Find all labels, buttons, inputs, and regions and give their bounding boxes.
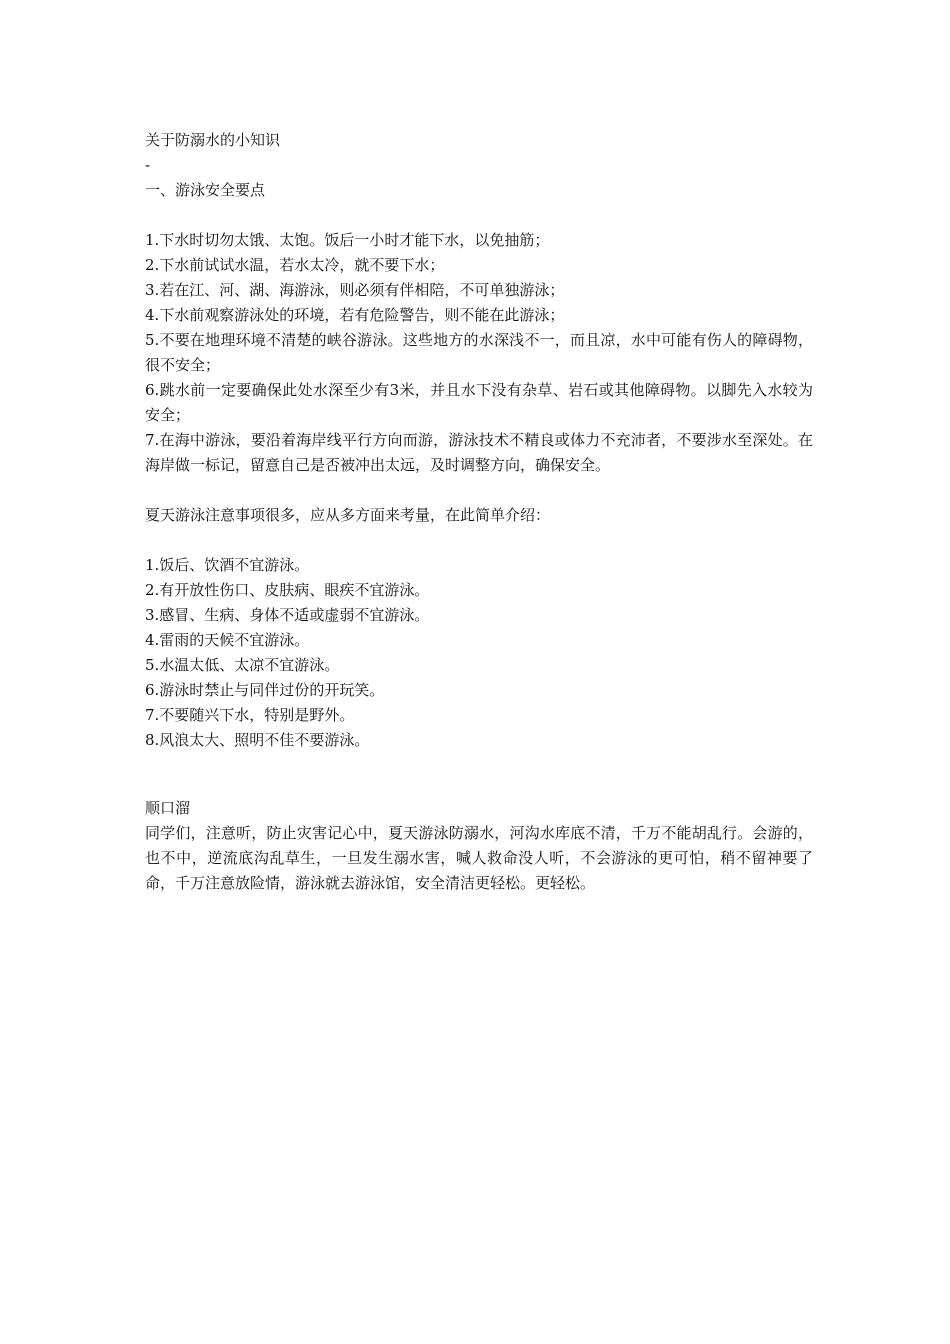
spacer xyxy=(145,753,813,796)
list-item: 2.有开放性伤口、皮肤病、眼疾不宜游泳。 xyxy=(145,581,430,599)
spacer xyxy=(145,478,813,503)
list-item: 6.游泳时禁止与同伴过份的开玩笑。 xyxy=(145,681,385,699)
document-page xyxy=(145,128,813,896)
list-item: 1.饭后、饮酒不宜游泳。 xyxy=(145,556,310,574)
list-item: 6.跳水前一定要确保此处水深至少有3米，并且水下没有杂草、岩石或其他障碍物。以脚先入水较为安全； xyxy=(145,381,813,424)
list-item: 7.不要随兴下水，特别是野外。 xyxy=(145,706,355,724)
list-item: 8.风浪太大、照明不佳不要游泳。 xyxy=(145,731,370,749)
rhyme-body: 同学们，注意听，防止灾害记心中，夏天游泳防溺水，河沟水库底不清，千万不能胡乱行。会游的，也不中，逆流底沟乱草生，一旦发生溺水害，喊人救命没人听，不会游泳的更可怕，稍不留神要了命，千万注意放险情，游泳就去游泳馆，安全清洁更轻松。更轻松。 xyxy=(145,824,813,892)
document-title: 关于防溺水的小知识 xyxy=(145,131,281,149)
list-item: 7.在海中游泳，要沿着海岸线平行方向而游，游泳技术不精良或体力不充沛者，不要涉水至深处。在海岸做一标记，留意自己是否被冲出太远，及时调整方向，确保安全。 xyxy=(145,431,813,474)
list-item: 2.下水前试试水温，若水太冷，就不要下水； xyxy=(145,256,445,274)
list-item: 3.感冒、生病、身体不适或虚弱不宜游泳。 xyxy=(145,606,430,624)
safety-list xyxy=(145,228,813,478)
list-item: 5.水温太低、太凉不宜游泳。 xyxy=(145,656,340,674)
section-heading-safety: 一、游泳安全要点 xyxy=(145,181,266,199)
summer-list xyxy=(145,553,813,753)
list-item: 3.若在江、河、湖、海游泳，则必须有伴相陪，不可单独游泳； xyxy=(145,281,565,299)
list-item: 1.下水时切勿太饿、太饱。饭后一小时才能下水，以免抽筋； xyxy=(145,231,550,249)
list-item: 4.下水前观察游泳处的环境，若有危险警告，则不能在此游泳； xyxy=(145,306,565,324)
spacer xyxy=(145,528,813,553)
spacer xyxy=(145,203,813,228)
list-item: 4.雷雨的天候不宜游泳。 xyxy=(145,631,310,649)
list-item: 5.不要在地理环境不清楚的峡谷游泳。这些地方的水深浅不一，而且凉，水中可能有伤人的障碍物，很不安全； xyxy=(145,331,813,374)
title-separator: - xyxy=(145,156,151,174)
summer-intro: 夏天游泳注意事项很多，应从多方面来考量，在此简单介绍： xyxy=(145,506,551,524)
section-heading-rhyme: 顺口溜 xyxy=(145,799,191,817)
